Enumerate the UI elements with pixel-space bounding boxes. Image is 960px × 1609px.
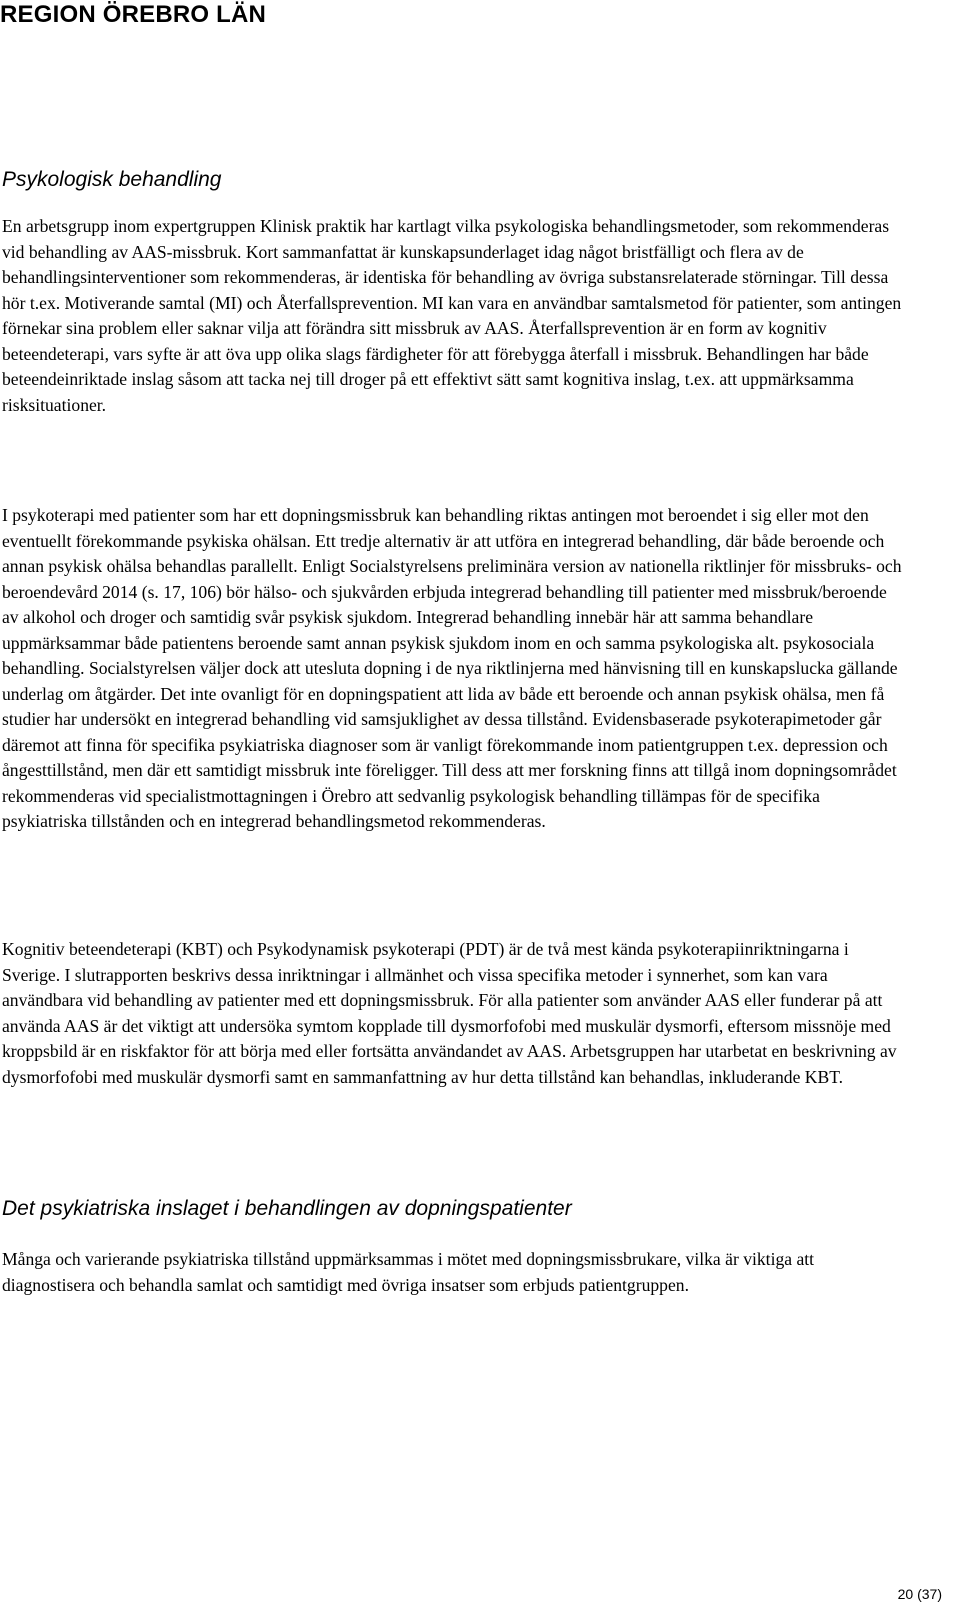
body-paragraph: Många och varierande psykiatriska tillstånd uppmärksammas i mötet med dopningsmissbrukare, vilka är viktiga att diagnostisera och behandla samlat och samtidigt med övriga insatser som erbjuds patientgruppen. [2, 1249, 815, 1295]
section-heading-psykologisk-behandling: Psykologisk behandling [2, 168, 222, 191]
document-header-title: REGION ÖREBRO LÄN [0, 1, 267, 28]
body-paragraph: I psykoterapi med patienter som har ett dopningsmissbruk kan behandling riktas antingen mot beroendet i sig eller mot den eventuellt förekommande psykiska ohälsan. Ett tredje alternativ är att utföra en integrerad behandling, där både beroende och annan psykisk ohälsa behandlas parallellt. Enligt Socialstyrelsens preliminära version av nationella riktlinjer för missbruks- och beroendevård 2014 (s. 17, 106) bör hälso- och sjukvården erbjuda integrerad behandling till patienter med missbruk/beroende av alkohol och droger och samtidig svår psykisk sjukdom. Integrerad behandling innebär här att samma behandlare uppmärksammar både patientens beroende samt annan psykisk sjukdom inom en och samma psykologiska alt. psykosociala behandling. Socialstyrelsen väljer dock att utesluta dopning i de nya riktlinjerna med hänvisning till en kunskapslucka gällande underlag om åtgärder. Det inte ovanligt för en dopningspatient att lida av både ett beroende och annan psykisk ohälsa, men få studier har undersökt en integrerad behandling vid samsjuklighet av dessa tillstånd. Evidensbaserade psykoterapimetoder går däremot att finna för specifika psykiatriska diagnoser som är vanligt förekommande inom patientgruppen t.ex. depression och ångesttillstånd, men där ett samtidigt missbruk inte föreligger. Till dess att mer forskning finns att tillgå inom dopningsområdet rekommenderas vid specialistmottagningen i Örebro att sedvanlig psykologisk behandling tillämpas för de specifika psykiatriska tillstånden och en integrerad behandlingsmetod rekommenderas. [2, 505, 902, 831]
page-number: 20 (37) [897, 1586, 942, 1602]
body-paragraph: En arbetsgrupp inom expertgruppen Klinisk praktik har kartlagt vilka psykologiska behandlingsmetoder, som rekommenderas vid behandling av AAS-missbruk. Kort sammanfattat är kunskapsunderlaget idag något bristfälligt och flera av de behandlingsinterventioner som rekommenderas, är identiska för behandling av övriga substansrelaterade störningar. Till dessa hör t.ex. Motiverande samtal (MI) och Återfallsprevention. MI kan vara en användbar samtalsmetod för patienter, som antingen förnekar sina problem eller saknar vilja att förändra sitt missbruk av AAS. Återfallsprevention är en form av kognitiv beteendeterapi, vars syfte är att öva upp olika slags färdigheter för att förebygga återfall i missbruk. Behandlingen har både beteendeinriktade inslag såsom att tacka nej till droger på ett effektivt sätt samt kognitiva inslag, t.ex. att uppmärksamma risksituationer. [2, 216, 902, 415]
body-paragraph: Kognitiv beteendeterapi (KBT) och Psykodynamisk psykoterapi (PDT) är de två mest kända psykoterapiinriktningarna i Sverige. I slutrapporten beskrivs dessa inriktningar i allmänhet och vissa specifika metoder i synnerhet, som kan vara användbara vid behandling av patienter med ett dopningsmissbruk. För alla patienter som använder AAS eller funderar på att använda AAS är det viktigt att undersöka symtom kopplade till dysmorfofobi med muskulär dysmorfi, eftersom missnöje med kroppsbild är en riskfaktor för att börja med eller fortsätta användandet av AAS. Arbetsgruppen har utarbetat en beskrivning av dysmorfofobi med muskulär dysmorfi samt en sammanfattning av hur detta tillstånd kan behandlas, inkluderande KBT. [2, 939, 897, 1087]
section-heading-psykiatriska-inslaget: Det psykiatriska inslaget i behandlingen av dopningspatienter [2, 1197, 572, 1220]
